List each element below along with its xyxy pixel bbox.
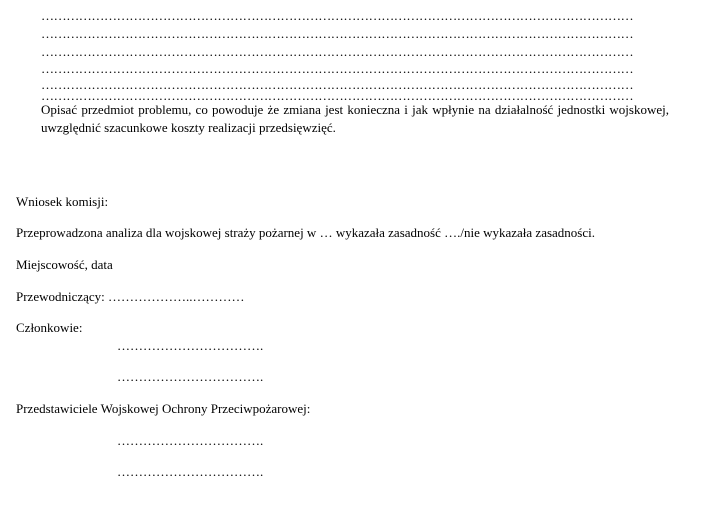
member-signature-line-2: ……………………………. bbox=[117, 369, 264, 384]
dotted-line-1: …………………………………………………………………………………………………………………………… bbox=[41, 9, 634, 22]
chairman-field: Przewodniczący: ………………..………… bbox=[16, 289, 245, 304]
member-signature-line-1: ……………………………. bbox=[117, 338, 264, 353]
members-label: Członkowie: bbox=[16, 320, 83, 335]
dotted-line-5: …………………………………………………………………………………………………………………………… bbox=[41, 78, 634, 91]
representative-signature-line-2: ……………………………. bbox=[117, 464, 264, 479]
conclusion-heading: Wniosek komisji: bbox=[16, 194, 109, 209]
representative-signature-line-1: ……………………………. bbox=[117, 433, 264, 448]
problem-description: Opisać przedmiot problemu, co powoduje że zmiana jest konieczna i jak wpłynie na działalność jednostki wojskowej, uwzględnić szacunkowe koszty realizacji przedsięwzięć. bbox=[41, 102, 669, 135]
dotted-line-6: …………………………………………………………………………………………………………………………… bbox=[41, 89, 634, 102]
place-date-field: Miejscowość, data bbox=[16, 257, 113, 272]
representatives-label: Przedstawiciele Wojskowej Ochrony Przeciwpożarowej: bbox=[16, 401, 311, 416]
analysis-statement: Przeprowadzona analiza dla wojskowej straży pożarnej w … wykazała zasadność …./nie wykazała zasadności. bbox=[16, 225, 595, 240]
dotted-line-4: …………………………………………………………………………………………………………………………… bbox=[41, 62, 634, 75]
dotted-line-2: …………………………………………………………………………………………………………………………… bbox=[41, 27, 634, 40]
dotted-line-3: …………………………………………………………………………………………………………………………… bbox=[41, 45, 634, 58]
